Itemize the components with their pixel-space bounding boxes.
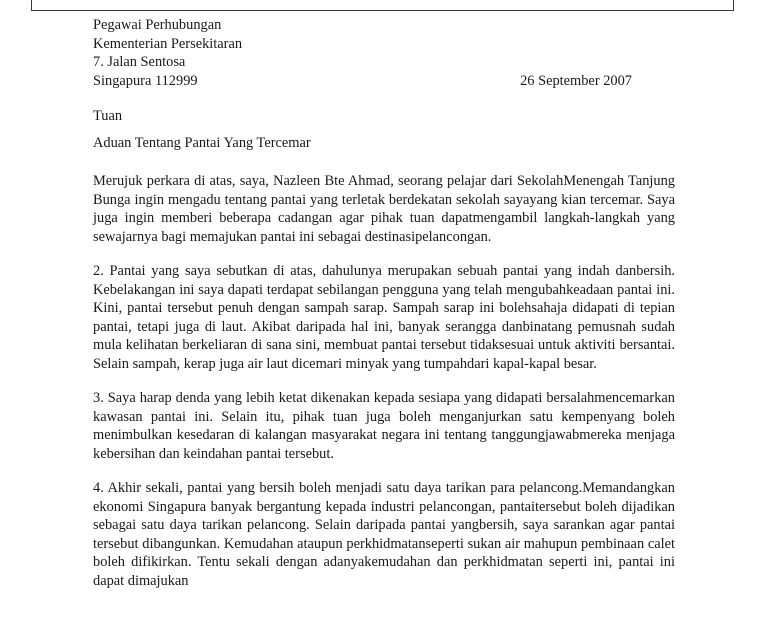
address-line-3: 7. Jalan Sentosa [93,54,186,70]
paragraph-2: 2. Pantai yang saya sebutkan di atas, dahulunya merupakan sebuah pantai yang indah danbersih. Kebelakangan ini saya dapati terdapat sebilangan pengguna yang telah mengubahkeadaan pantai ini. Kini, pantai tersebut penuh dengan sampah sarap. Sampah sarap ini bolehsahaja didapati di tepian pantai, tetapi juga di laut. Akibat daripada hal ini, banyak serangga danbinatang pemusnah sudah mula kelihatan berkeliaran di sana sini, membuat pantai tersebut tidaksesuai untuk aktiviti bersantai. Selain sampah, kerap juga air laut dicemari minyak yang tumpahdari kapal-kapal besar. [93,263,675,372]
salutation: Tuan [93,108,123,124]
address-line-2: Kementerian Persekitaran [93,35,243,52]
page-border-top [31,10,734,11]
letter-body [93,16,675,590]
paragraph-1: Merujuk perkara di atas, saya, Nazleen Bte Ahmad, seorang pelajar dari SekolahMenengah Tanjung Bunga ingin mengadu tentang pantai yang terletak berdekatan sekolah sayayang kian tercemar. Saya juga ingin memberi beberapa cadangan agar pihak tuan dapatmengambil langkah-langkah yang sewajarnya bagi memajukan pantai ini sebagai destinasipelancongan. [93,173,675,245]
address-line-1: Pegawai Perhubungan [93,17,222,33]
paragraph-3: 3. Saya harap denda yang lebih ketat dikenakan kepada sesiapa yang didapati bersalahmencemarkan kawasan pantai ini. Selain itu, pihak tuan juga boleh menganjurkan satu kempenyang boleh menimbulkan kesedaran di kalangan masyarakat negara ini tentang tanggungjawabmereka menjaga kebersihan dan keindahan pantai tersebut. [93,390,675,462]
letter-date: 26 September 2007 [520,72,632,89]
address-city: Singapura 112999 [93,72,198,89]
paragraph-4: 4. Akhir sekali, pantai yang bersih boleh menjadi satu daya tarikan para pelancong.Memandangkan ekonomi Singapura banyak bergantung kepada industri pelancongan, pantaitersebut boleh dijadikan sebagai satu daya tarikan pelancong. Selain daripada pantai yangbersih, saya sarankan agar pantai tersebut dibangunkan. Kemudahan ataupun perkhidmatanseperti sukan air mahupun pembinaan calet boleh difikirkan. Tentu sekali dengan adanyakemudahan dan perkhidmatan seperti ini, pantai ini dapat dimajukan [93,480,675,589]
recipient-address [93,16,675,90]
address-city-date-row [93,72,632,91]
letter-subject: Aduan Tentang Pantai Yang Tercemar [93,134,311,151]
